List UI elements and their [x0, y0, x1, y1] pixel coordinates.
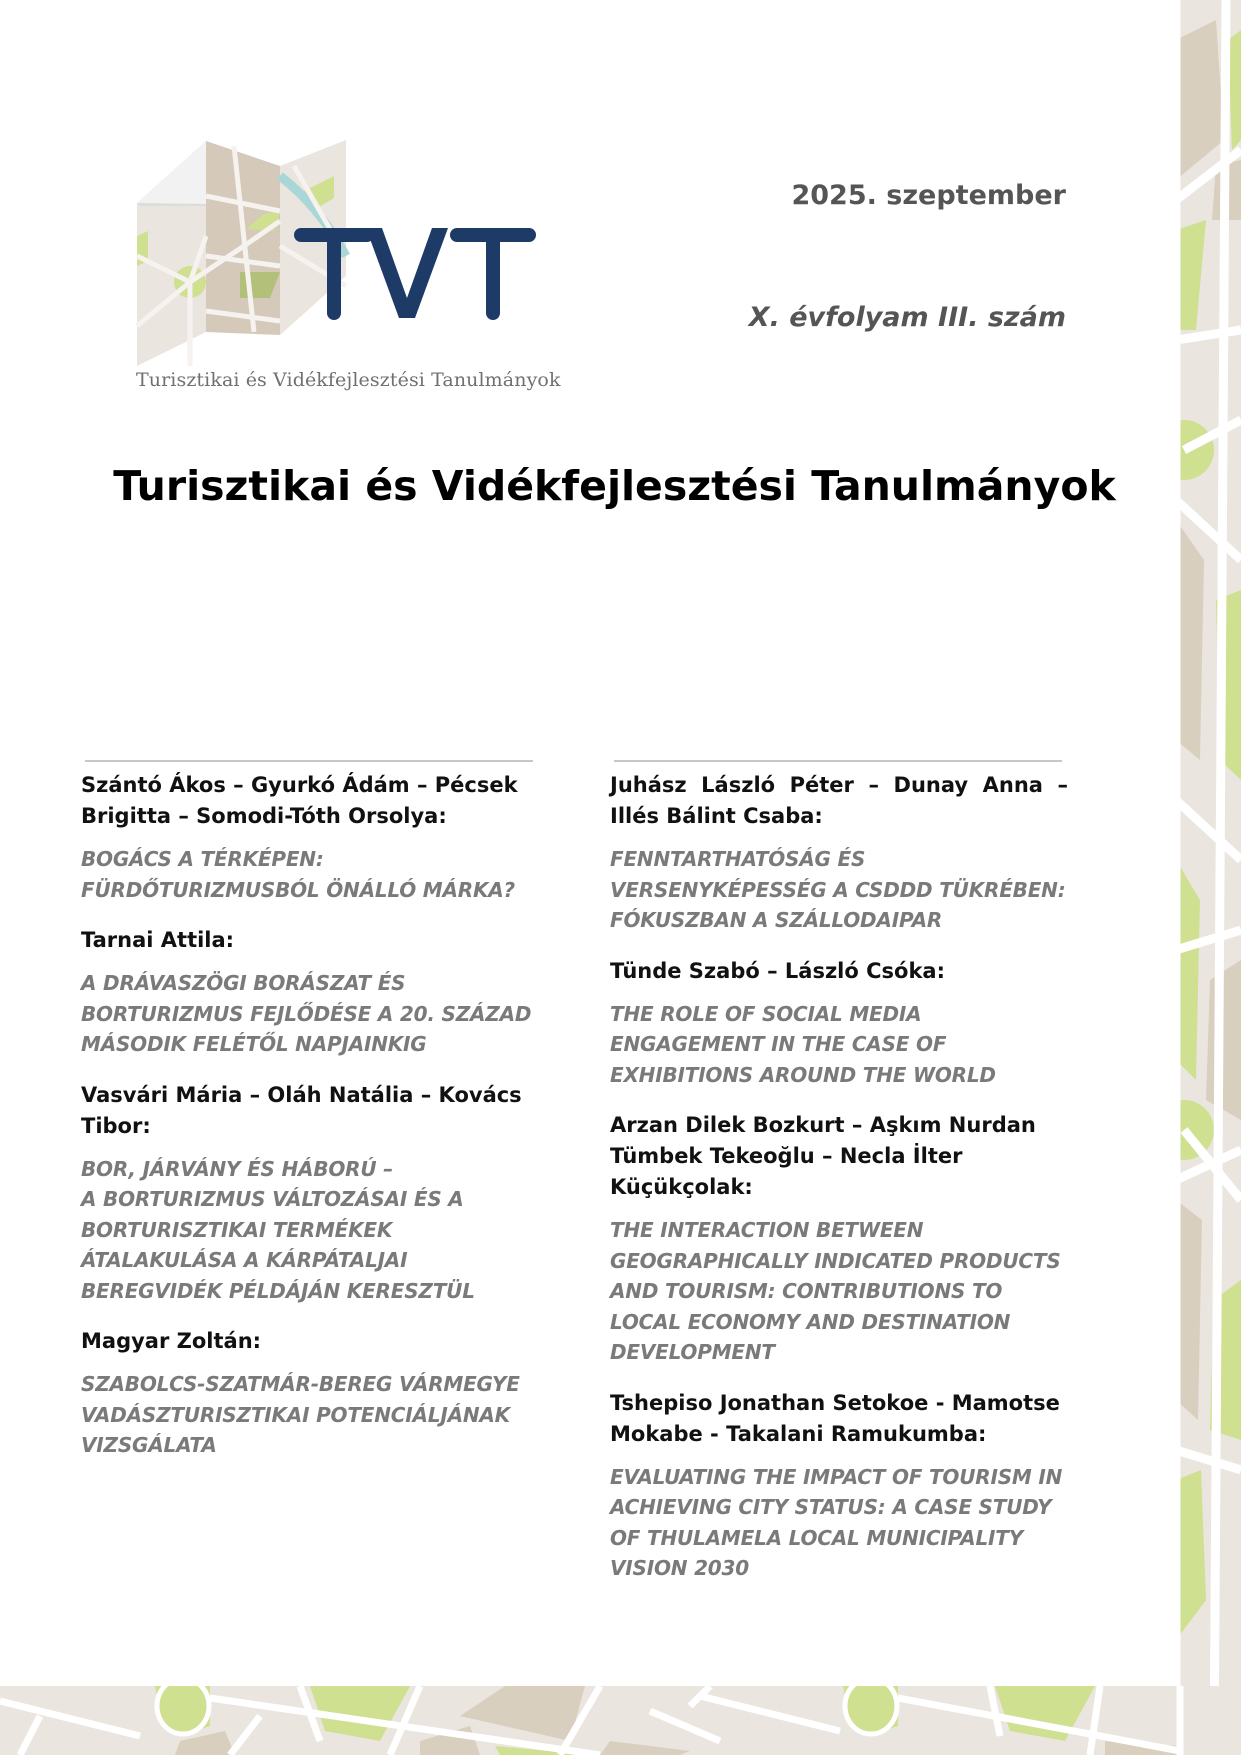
article-title[interactable]	[81, 1154, 551, 1307]
article-entry	[81, 1080, 551, 1307]
article-title[interactable]: EVALUATING THE IMPACT OF TOURISM IN ACHIEVING CITY STATUS: A CASE STUDY OF THULAMELA LOCAL MUNICIPALITY VISION 2030	[610, 1464, 1063, 1580]
column-separator	[614, 760, 1062, 762]
article-entry	[610, 770, 1068, 936]
article-authors: Arzan Dilek Bozkurt – Aşkım Nurdan Tümbek Tekeoğlu – Necla İlter Küçükçolak:	[610, 1113, 1036, 1199]
article-title[interactable]: BOGÁCS A TÉRKÉPEN: FÜRDŐTURIZMUSBÓL ÖNÁLLÓ MÁRKA?	[81, 847, 515, 902]
article-entry	[610, 1110, 1068, 1368]
article-authors: Tarnai Attila:	[81, 928, 235, 952]
article-title[interactable]: SZABOLCS-SZATMÁR-BEREG VÁRMEGYE VADÁSZTURISZTIKAI POTENCIÁLJÁNAK VIZSGÁLATA	[81, 1372, 520, 1457]
article-entry	[610, 1388, 1068, 1584]
column-separator	[85, 760, 533, 762]
contents-right-column	[610, 760, 1068, 1604]
article-title-line: BOR, JÁRVÁNY ÉS HÁBORÚ –	[81, 1156, 393, 1181]
issue-date: 2025. szeptember	[791, 180, 1066, 211]
article-entry	[81, 925, 551, 1060]
article-title[interactable]: THE ROLE OF SOCIAL MEDIA ENGAGEMENT IN THE CASE OF EXHIBITIONS AROUND THE WORLD	[610, 1001, 996, 1087]
article-authors: Juhász László Péter – Dunay Anna – Illés Bálint Csaba:	[610, 773, 1068, 828]
article-authors: Magyar Zoltán:	[81, 1329, 262, 1353]
contents-left-column	[81, 760, 551, 1481]
article-title[interactable]: THE INTERACTION BETWEEN GEOGRAPHICALLY INDICATED PRODUCTS AND TOURISM: CONTRIBUTIONS TO LOCAL ECONOMY AND DESTINATION DEVELOPMENT	[610, 1218, 1061, 1364]
article-authors: Vasvári Mária – Oláh Natália – Kovács Tibor:	[81, 1082, 522, 1138]
article-authors: Tshepiso Jonathan Setokoe - Mamotse Mokabe - Takalani Ramukumba:	[610, 1390, 1060, 1446]
article-title-line: A BORTURIZMUS VÁLTOZÁSAI ÉS A BORTURISZTIKAI TERMÉKEK ÁTALAKULÁSA A KÁRPÁTALJAI BEREGVIDÉK PÉLDÁJÁN KERESZTÜL	[81, 1187, 475, 1303]
map-border-right-decoration	[1176, 0, 1241, 1755]
article-entry	[610, 956, 1068, 1091]
issue-volume: X. évfolyam III. szám	[748, 302, 1066, 333]
journal-title	[0, 462, 1241, 510]
article-authors: Szántó Ákos – Gyurkó Ádám – Pécsek Brigitta – Somodi-Tóth Orsolya:	[81, 773, 518, 828]
tvt-logo	[134, 136, 561, 396]
journal-title-text: Turisztikai és Vidékfejlesztési Tanulmányok	[113, 462, 1116, 510]
article-authors: Tünde Szabó – László Csóka:	[610, 958, 945, 983]
logo-tagline: Turisztikai és Vidékfejlesztési Tanulmányok	[136, 369, 561, 391]
article-title[interactable]: A DRÁVASZÖGI BORÁSZAT ÉS BORTURIZMUS FEJLŐDÉSE A 20. SZÁZAD MÁSODIK FELÉTŐL NAPJAINKIG	[81, 971, 532, 1056]
map-border-bottom-decoration	[0, 1686, 1241, 1755]
article-title[interactable]: FENNTARTHATÓSÁG ÉS VERSENYKÉPESSÉG A CSDDD TÜKRÉBEN: FÓKUSZBAN A SZÁLLODAIPAR	[610, 847, 1066, 932]
tvt-lettermark	[294, 228, 538, 323]
article-entry	[81, 1326, 551, 1461]
article-entry	[81, 770, 551, 905]
